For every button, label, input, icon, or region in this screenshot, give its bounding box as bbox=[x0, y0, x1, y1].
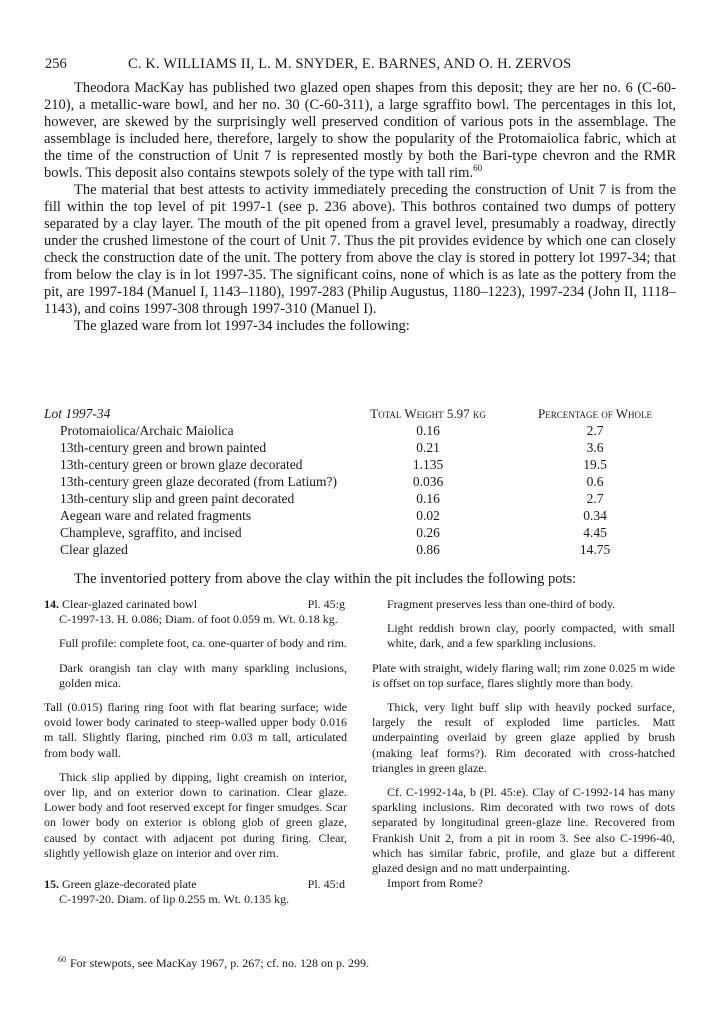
row-weight: 0.21 bbox=[416, 440, 440, 455]
row-percent: 19.5 bbox=[583, 457, 607, 472]
paragraph-1-text: Theodora MacKay has published two glazed open shapes from this deposit; they are her no. 6 (C-60-210), a metallic-ware bowl, and her no. 30 (C-60-311), a large sgraffito bowl. The percentages in this lot, however, are skewed by the surprisingly well preserved condition of various pots in the assemblage. The assemblage is included here, therefore, largely to show the popularity of the Protomaiolica fabric, which at the time of the construction of Unit 7 is represented mostly by both the Bari-type chevron and the RMR bowls. This deposit also contains stewpots solely of the type with tall rim. bbox=[44, 80, 676, 181]
row-label: Clear glazed bbox=[60, 542, 128, 557]
pottery-table bbox=[44, 405, 676, 558]
row-percent: 2.7 bbox=[586, 491, 604, 506]
entry-14-profile: Full profile: complete foot, ca. one-quarter of body and rim. bbox=[59, 636, 347, 651]
entry-15-number: 15. bbox=[44, 877, 59, 892]
entry-15-clay: Light reddish brown clay, poorly compacted, with small white, dark, and a few sparkling inclusions. bbox=[387, 621, 675, 651]
row-percent: 0.34 bbox=[583, 508, 607, 523]
entry-15-fragment: Fragment preserves less than one-third of body. bbox=[387, 597, 616, 611]
entry-14-inventory: C-1997-13. H. 0.086; Diam. of foot 0.059 m. Wt. 0.18 kg. bbox=[59, 612, 338, 627]
entry-14-title-line bbox=[44, 597, 197, 612]
row-label: Protomaiolica/Archaic Maiolica bbox=[60, 423, 234, 438]
footnote-60 bbox=[44, 956, 676, 971]
row-weight: 0.16 bbox=[416, 491, 440, 506]
table-row bbox=[44, 439, 676, 456]
running-head: C. K. WILLIAMS II, L. M. SNYDER, E. BARNES, AND O. H. ZERVOS bbox=[128, 56, 572, 72]
row-label: 13th-century green glaze decorated (from Latium?) bbox=[60, 474, 337, 489]
catalogue-intro: The inventoried pottery from above the clay within the pit includes the following pots: bbox=[74, 571, 577, 587]
entry-15-origin: Import from Rome? bbox=[387, 876, 483, 891]
table-header-row bbox=[44, 405, 676, 422]
row-weight: 0.036 bbox=[412, 474, 444, 489]
row-percent: 3.6 bbox=[586, 440, 604, 455]
table-row bbox=[44, 541, 676, 558]
paragraph-2: The material that best attests to activity immediately preceding the construction of Unit 7 is from the fill within the top level of pit 1997-1 (see p. 236 above). This bothros contained two dumps of pottery separated by a clay layer. The mouth of the pit opened from a gravel level, presumably a roadway, directly under the crushed limestone of the court of Unit 7. Thus the pit provides evidence by which one can closely check the construction date of the unit. The pottery from above the clay is stored in pottery lot 1997-34; that from below the clay is in lot 1997-35. The significant coins, none of which is as late as the pottery from the pit, are 1997-184 (Manuel I, 1143–1180), 1997-283 (Philip Augustus, 1180–1223), 1997-234 (John II, 1118–1143), and coins 1997-308 through 1997-310 (Manuel I). bbox=[44, 182, 676, 317]
row-label: Champleve, sgraffito, and incised bbox=[60, 525, 242, 540]
entry-14-description: Tall (0.015) flaring ring foot with flat bearing surface; wide ovoid lower body carinated to steep-walled upper body 0.016 m tall. Slightly flaring, pinched rim 0.03 m tall, articulated from body wall. bbox=[44, 700, 347, 760]
table-row bbox=[44, 473, 676, 490]
row-label: 13th-century green or brown glaze decorated bbox=[60, 457, 303, 472]
entry-14-heading bbox=[44, 597, 347, 612]
entry-14-plate: Pl. 45:g bbox=[307, 597, 345, 611]
entry-15-description: Plate with straight, widely flaring wall; rim zone 0.025 m wide is offset on top surface, flares slightly more than body. bbox=[372, 660, 675, 690]
percent-header: Percentage of Whole bbox=[537, 406, 653, 421]
row-weight: 0.02 bbox=[416, 508, 440, 523]
lot-label: Lot 1997-34 bbox=[44, 406, 111, 421]
row-label: Aegean ware and related fragments bbox=[60, 508, 252, 523]
entry-15-plate: Pl. 45:d bbox=[307, 877, 345, 892]
entry-14-clay: Dark orangish tan clay with many sparkling inclusions, golden mica. bbox=[59, 660, 347, 690]
page-number: 256 bbox=[45, 56, 67, 72]
row-weight: 0.86 bbox=[416, 542, 440, 557]
row-percent: 0.6 bbox=[586, 474, 604, 489]
paragraph-1 bbox=[44, 80, 676, 182]
entry-15-comparanda: Cf. C-1992-14a, b (Pl. 45:e). Clay of C-1992-14 has many sparkling inclusions. Rim decorated with two rows of dots separated by longitudinal green-glaze line. Recovered from Frankish Unit 2, from a pit in room 3. See also C-1996-40, which has similar fabric, profile, and glaze but a different glazed design and no matt underpainting. bbox=[372, 785, 675, 876]
entry-15-slip: Thick, very light buff slip with heavily pocked surface, largely the result of exploded lime particles. Matt underpainting overlaid by green glaze applied by brush (making leaf forms?). Rim decorated with cross-hatched triangles in green glaze. bbox=[372, 700, 675, 775]
table-row bbox=[44, 422, 676, 439]
footnote-mark: 60 bbox=[58, 955, 66, 964]
entry-15-title: Green glaze-decorated plate bbox=[62, 877, 197, 892]
row-percent: 4.45 bbox=[583, 525, 607, 540]
table-row bbox=[44, 524, 676, 541]
table-row bbox=[44, 490, 676, 507]
weight-header: Total Weight 5.97 kg bbox=[370, 406, 486, 421]
row-label: 13th-century green and brown painted bbox=[60, 440, 267, 455]
body-text bbox=[44, 80, 676, 335]
entry-15-inventory: C-1997-20. Diam. of lip 0.255 m. Wt. 0.135 kg. bbox=[59, 892, 290, 907]
table-row bbox=[44, 507, 676, 524]
row-label: 13th-century slip and green paint decorated bbox=[60, 491, 295, 506]
page-header bbox=[0, 56, 721, 76]
row-weight: 0.16 bbox=[416, 423, 440, 438]
entry-14-slip: Thick slip applied by dipping, light creamish on interior, over lip, and on exterior down to carination. Clear glaze. Lower body and foot reserved except for finger smudges. Scar on lower body on exterior is oblong glob of green glaze, caused by contact with adjacent pot during firing. Clear, slightly yellowish glaze on interior and over rim. bbox=[44, 769, 347, 860]
row-weight: 1.135 bbox=[412, 457, 444, 472]
entry-14-title: Clear-glazed carinated bowl bbox=[62, 597, 198, 611]
entry-14-number: 14. bbox=[44, 597, 59, 611]
row-percent: 2.7 bbox=[586, 423, 604, 438]
footnote-reference[interactable]: 60 bbox=[473, 163, 483, 174]
row-weight: 0.26 bbox=[416, 525, 440, 540]
row-percent: 14.75 bbox=[579, 542, 611, 557]
entry-15-title-line bbox=[44, 877, 197, 892]
catalogue-column-right bbox=[372, 597, 675, 891]
paragraph-3: The glazed ware from lot 1997-34 includes the following: bbox=[74, 318, 410, 334]
catalogue-column-left bbox=[44, 597, 347, 907]
entry-15-heading bbox=[44, 877, 347, 892]
footnote-text: For stewpots, see MacKay 1967, p. 267; cf. no. 128 on p. 299. bbox=[70, 956, 369, 970]
table-row bbox=[44, 456, 676, 473]
